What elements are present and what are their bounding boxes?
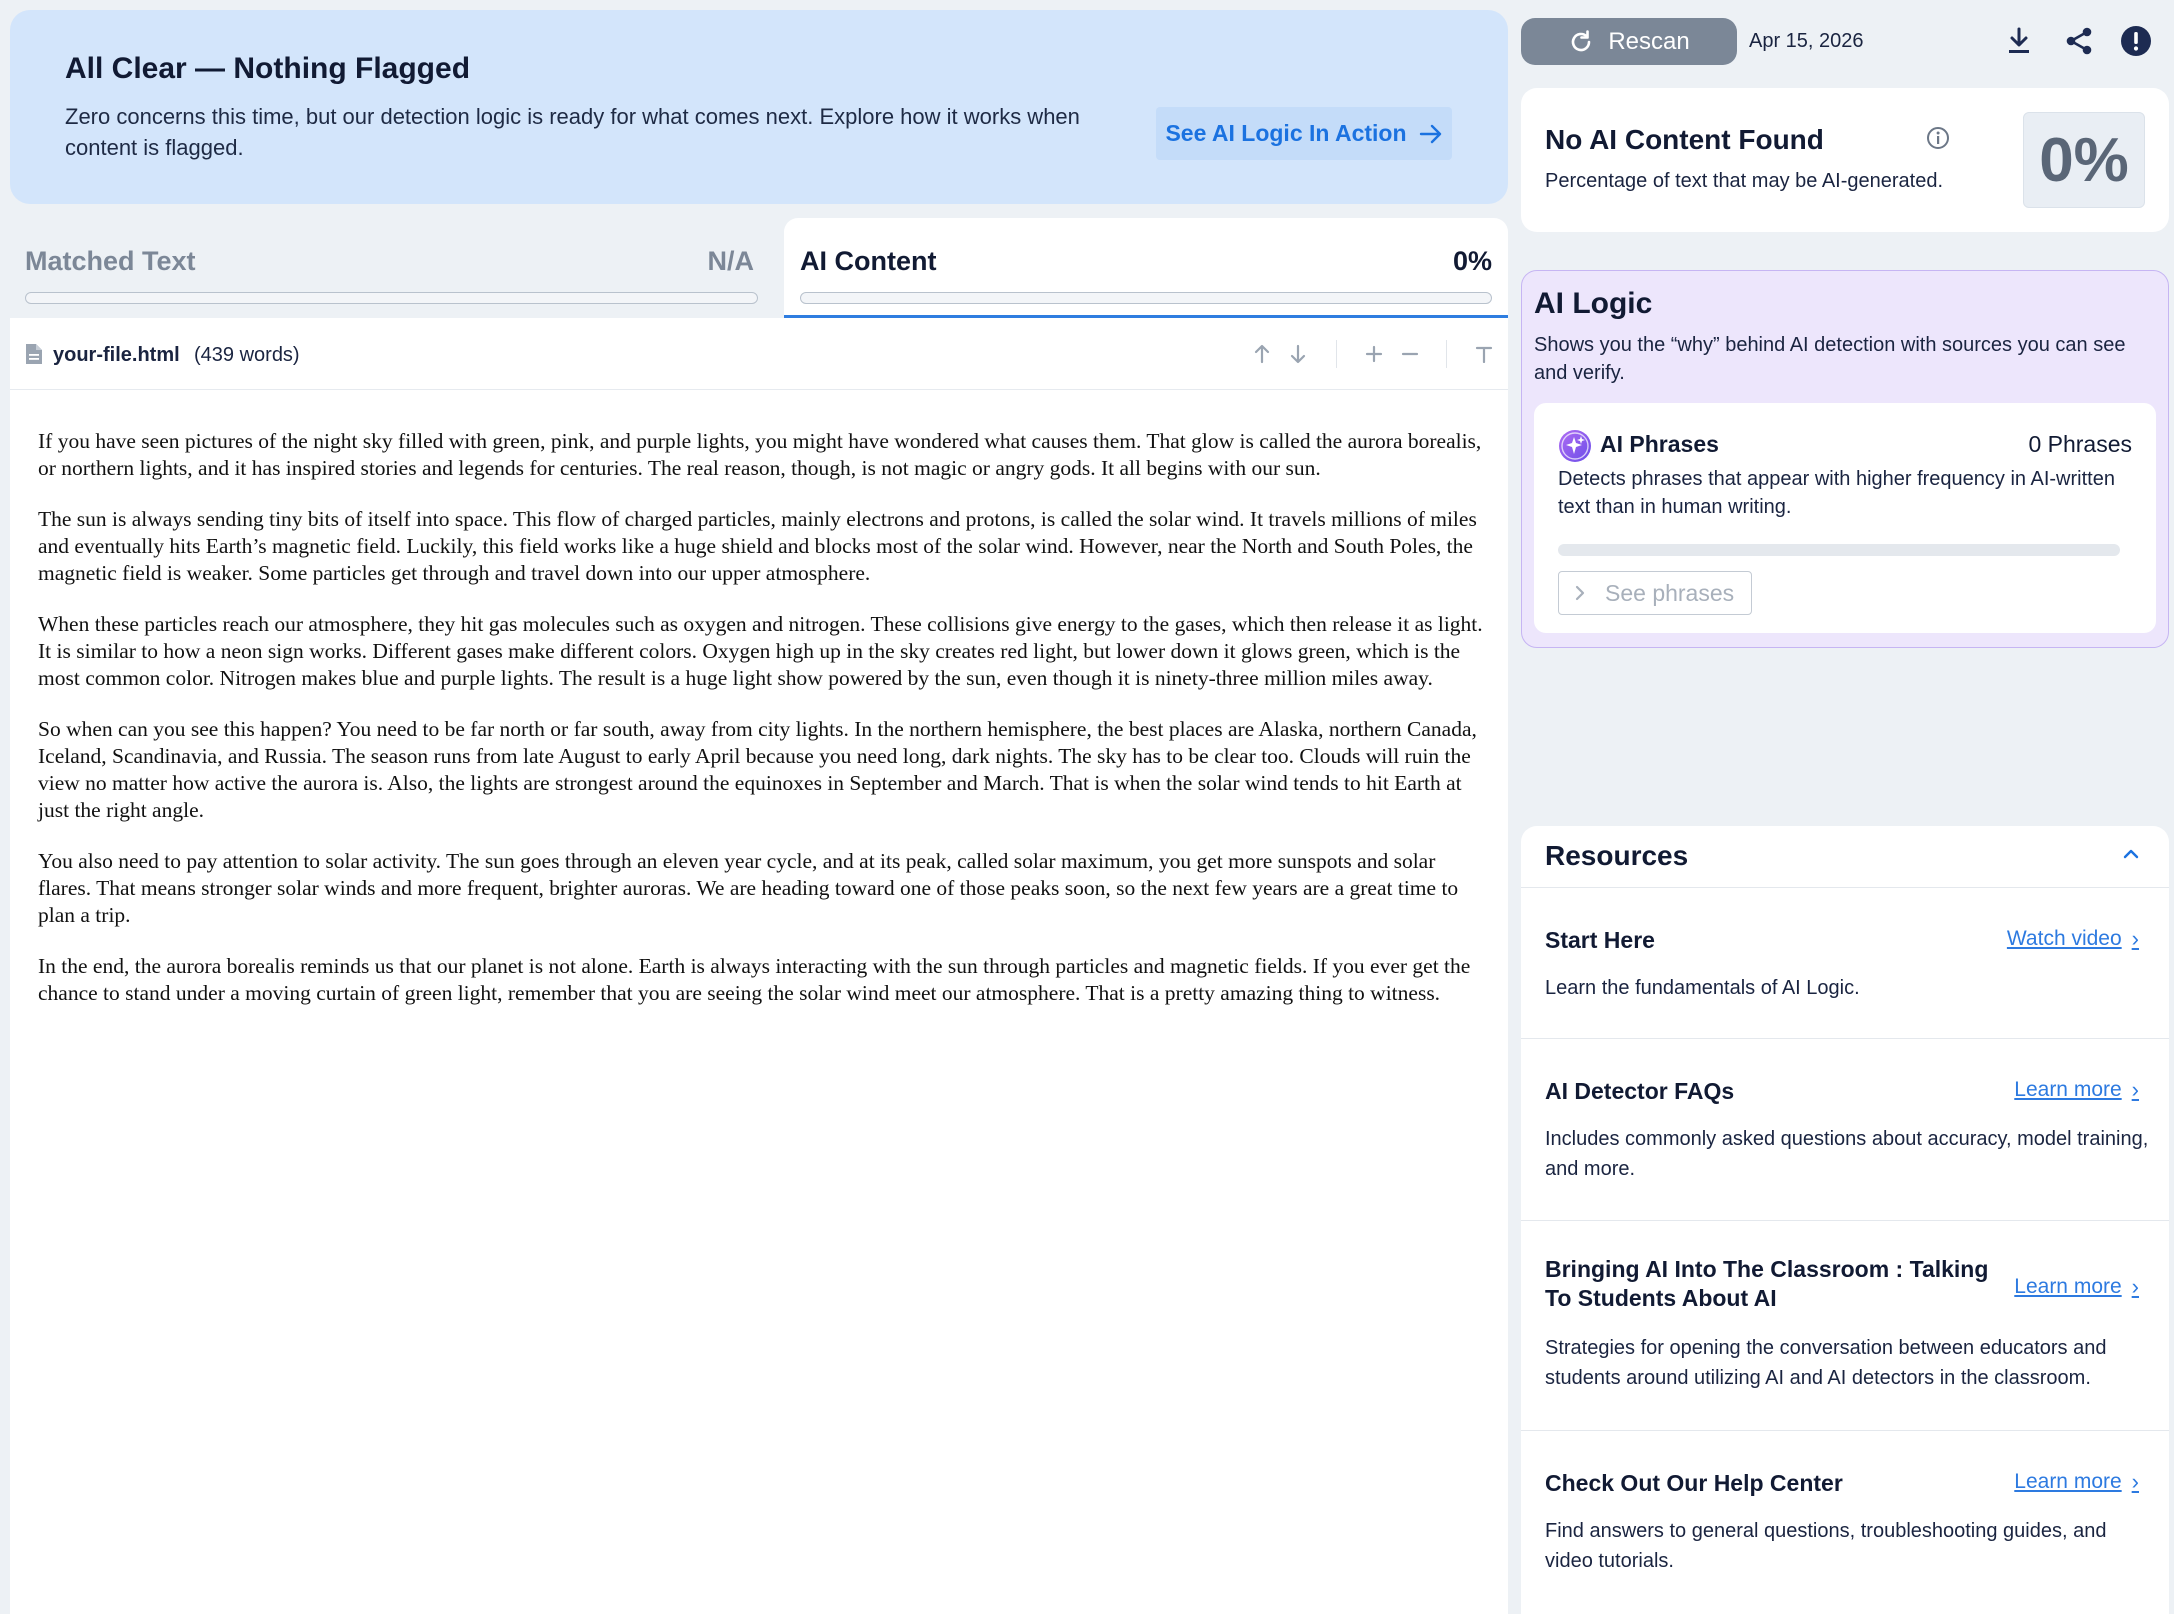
- file-icon: [25, 343, 43, 365]
- resource-link[interactable]: [2014, 1077, 2139, 1103]
- toolbar-divider: [1446, 340, 1447, 368]
- paragraph: You also need to pay attention to solar activity. The sun goes through an eleven year cycle, and at its peak, called solar maximum, you get more sunspots and solar flares. That means stronger solar winds and more frequent, brighter auroras. We are heading toward one of those peaks soon, so the next few years are a great time to plan a trip.: [38, 849, 1459, 927]
- tab-matched-text-label: Matched Text: [25, 246, 196, 276]
- report-date: Apr 15, 2026: [1749, 30, 1864, 52]
- arrow-right-icon: [1419, 124, 1443, 144]
- tab-ai-content-label: AI Content: [800, 246, 937, 276]
- report-tabs: [10, 218, 1508, 318]
- resources-panel: [1521, 826, 2169, 1614]
- word-count: (439 words): [194, 344, 300, 366]
- ai-phrases-description: Detects phrases that appear with higher frequency in AI-written text than in human writing.: [1558, 468, 2115, 518]
- resource-title: Bringing AI Into The Classroom : Talking To Students About AI: [1545, 1256, 1989, 1311]
- banner-title: All Clear — Nothing Flagged: [65, 52, 471, 85]
- report-topbar: [1521, 18, 2174, 66]
- tab-matched-text-value: N/A: [707, 246, 754, 276]
- tab-matched-text-bar: [25, 292, 758, 304]
- document-text: [38, 428, 1490, 1031]
- ai-score-value: 0%: [2023, 112, 2145, 208]
- rescan-label: Rescan: [1608, 27, 1690, 55]
- alert-icon[interactable]: [2119, 24, 2153, 58]
- chevron-right-icon: ›: [2131, 1469, 2139, 1494]
- resource-link[interactable]: [2014, 1274, 2139, 1300]
- tab-ai-content-bar: [800, 292, 1492, 304]
- see-phrases-label: See phrases: [1605, 579, 1735, 606]
- rescan-button[interactable]: [1521, 18, 1737, 65]
- plus-icon[interactable]: [1360, 340, 1388, 368]
- resource-link-label: Learn more: [2014, 1078, 2122, 1101]
- resource-item: [1521, 1431, 2169, 1614]
- chevron-right-icon: ›: [2131, 926, 2139, 951]
- paragraph: When these particles reach our atmosphere, they hit gas molecules such as oxygen and nitrogen. These collisions give energy to the gases, which then release it as light. It is similar to how a neon sign works. Different gases make different colors. Oxygen high up in the sky creates red light, but lower down it glows green, which is the most common color. Nitrogen makes blue and purple lights. The result is a huge light show powered by the sun, even though it is ninety-three million miles away.: [38, 612, 1483, 690]
- resource-link-label: Learn more: [2014, 1275, 2122, 1298]
- paragraph: So when can you see this happen? You need to be far north or far south, away from city lights. In the northern hemisphere, the best places are Alaska, northern Canada, Iceland, Scandinavia, and Russia. The season runs from late August to early April because you need long, dark nights. The sky has to be clear too. Clouds will ruin the view no matter how active the aurora is. Also, the lights are strongest around the equinoxes in September and March. That is when the solar wind tends to hit Earth at just the right angle.: [38, 717, 1477, 822]
- ai-score-card: [1521, 88, 2169, 232]
- minus-icon[interactable]: [1396, 340, 1424, 368]
- resource-item: [1521, 1039, 2169, 1221]
- resource-link-label: Learn more: [2014, 1470, 2122, 1493]
- resource-description: Find answers to general questions, troubleshooting guides, and video tutorials.: [1545, 1520, 2107, 1572]
- status-banner: [10, 10, 1508, 204]
- resource-link[interactable]: [2007, 926, 2139, 952]
- see-ai-logic-label: See AI Logic In Action: [1165, 120, 1407, 146]
- arrow-up-icon[interactable]: [1248, 340, 1276, 368]
- tab-ai-content-value: 0%: [1452, 246, 1492, 276]
- resource-item: [1521, 888, 2169, 1039]
- left-panel: [10, 10, 1508, 1614]
- chevron-right-icon: ›: [2131, 1077, 2139, 1102]
- document-viewer: [10, 318, 1508, 1614]
- paragraph: If you have seen pictures of the night sky filled with green, pink, and purple lights, you might have wondered what causes them. That glow is called the aurora borealis, or northern lights, and it has inspired stories and legends for centuries. The real reason, though, is not magic or angry gods. It all begins with our sun.: [38, 429, 1482, 480]
- resource-description: Strategies for opening the conversation between educators and students around utilizing AI and AI detectors in the classroom.: [1545, 1337, 2107, 1389]
- resource-description: Learn the fundamentals of AI Logic.: [1545, 977, 1860, 999]
- document-toolbar: [10, 318, 1508, 390]
- resources-title: Resources: [1545, 840, 1689, 871]
- resource-title: AI Detector FAQs: [1545, 1078, 1735, 1104]
- resource-link-label: Watch video: [2006, 927, 2122, 950]
- file-name: your-file.html: [53, 344, 180, 366]
- ai-logic-panel: [1521, 270, 2169, 648]
- tab-matched-text[interactable]: [10, 218, 774, 318]
- ai-phrases-progress: [1558, 544, 2120, 556]
- see-phrases-button[interactable]: [1558, 571, 1752, 615]
- resource-item: [1521, 1221, 2169, 1431]
- info-icon[interactable]: [1926, 126, 1950, 150]
- ai-phrases-count: 0 Phrases: [2028, 431, 2132, 457]
- see-ai-logic-button[interactable]: [1156, 107, 1452, 160]
- chevron-right-icon: [1575, 585, 1585, 601]
- tab-ai-content[interactable]: [784, 218, 1508, 318]
- score-title: No AI Content Found: [1545, 124, 1824, 155]
- resource-title: Start Here: [1545, 927, 1655, 953]
- resource-title: Check Out Our Help Center: [1545, 1470, 1843, 1496]
- arrow-down-icon[interactable]: [1284, 340, 1312, 368]
- text-format-icon[interactable]: [1470, 340, 1498, 368]
- banner-description: Zero concerns this time, but our detection logic is ready for what comes next. Explore how it works when content is flagged.: [65, 104, 1080, 160]
- ai-phrases-title: AI Phrases: [1600, 431, 1719, 457]
- score-subtitle: Percentage of text that may be AI-generated.: [1545, 170, 1944, 192]
- ai-logic-title: AI Logic: [1534, 287, 1653, 320]
- share-icon[interactable]: [2062, 24, 2096, 58]
- refresh-icon: [1568, 29, 1594, 55]
- paragraph: In the end, the aurora borealis reminds us that our planet is not alone. Earth is always interacting with the sun through particles and magnetic fields. If you ever get the chance to stand under a moving curtain of green light, remember that you are seeing the solar wind meet our atmosphere. That is a pretty amazing thing to witness.: [38, 954, 1471, 1005]
- ai-logic-description: Shows you the “why” behind AI detection with sources you can see and verify.: [1534, 334, 2126, 384]
- resources-header: [1521, 826, 2169, 888]
- toolbar-divider: [1336, 340, 1337, 368]
- ai-phrases-card: [1534, 403, 2156, 633]
- resource-link[interactable]: [2014, 1469, 2139, 1495]
- sparkle-icon: [1558, 429, 1592, 463]
- resource-description: Includes commonly asked questions about accuracy, model training, and more.: [1545, 1128, 2149, 1180]
- download-icon[interactable]: [2002, 24, 2036, 58]
- chevron-up-icon[interactable]: [2123, 848, 2139, 860]
- paragraph: The sun is always sending tiny bits of itself into space. This flow of charged particles, mainly electrons and protons, is called the solar wind. It travels millions of miles and eventually hits Earth’s magnetic field. Luckily, this field works like a huge shield and blocks most of the solar wind. However, near the North and South Poles, the magnetic field is weaker. Some particles get through and travel down into our upper atmosphere.: [38, 507, 1477, 585]
- chevron-right-icon: ›: [2131, 1274, 2139, 1299]
